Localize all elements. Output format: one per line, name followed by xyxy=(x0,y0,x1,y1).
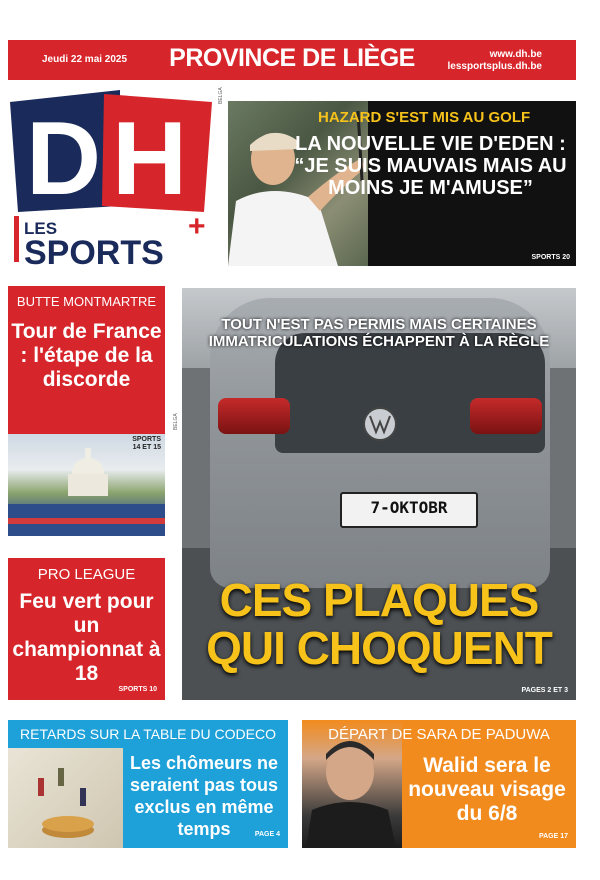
photo-credit: BELGA xyxy=(173,413,179,430)
hazard-headline: LA NOUVELLE VIE D'EDEN : “JE SUIS MAUVAIS MAIS AU MOINS JE M'AMUSE” xyxy=(294,133,567,199)
logo-plus: + xyxy=(188,210,206,243)
sports-website-link[interactable]: lessportsplus.dh.be xyxy=(447,61,542,72)
pro-league-teaser[interactable] xyxy=(8,558,165,700)
montmartre-headline: Tour de France : l'étape de la discorde xyxy=(11,320,162,391)
hazard-kicker: HAZARD S'EST MIS AU GOLF xyxy=(318,109,531,126)
website-link[interactable]: www.dh.be xyxy=(489,49,542,60)
issue-date: Jeudi 22 mai 2025 xyxy=(42,54,128,65)
page-reference: SPORTS 10 xyxy=(118,686,157,693)
page-reference: PAGE 4 xyxy=(254,831,280,838)
tail-light-right xyxy=(470,398,542,434)
main-headline xyxy=(182,576,576,672)
pro-league-kicker: PRO LEAGUE xyxy=(37,566,136,583)
photo-credit: BELGA xyxy=(218,87,224,104)
page-reference: PAGES 2 ET 3 xyxy=(521,687,568,694)
pro-league-headline: Feu vert pour un championnat à 18 xyxy=(12,590,161,685)
page-reference: PAGE 17 xyxy=(538,833,568,840)
top-banner xyxy=(8,40,576,80)
license-plate-text: 7-OKTOBR xyxy=(370,498,448,517)
logo-sports: SPORTS xyxy=(24,234,164,268)
montmartre-teaser[interactable] xyxy=(8,286,165,536)
logo-letter-d: D xyxy=(26,101,102,217)
main-headline-line2: QUI CHOQUENT xyxy=(206,622,552,674)
dh-les-sports-logo xyxy=(8,88,218,268)
walid-headline: Walid sera le nouveau visage du 6/8 xyxy=(408,754,566,825)
license-plate xyxy=(340,492,478,528)
main-headline-line1: CES PLAQUES xyxy=(219,574,539,626)
codeco-headline: Les chômeurs ne seraient pas tous exclus en même temps xyxy=(129,753,279,839)
codeco-teaser[interactable] xyxy=(8,720,288,848)
walid-kicker: DÉPART DE SARA DE PADUWA xyxy=(328,726,550,743)
region-title: PROVINCE DE LIÈGE xyxy=(169,44,415,72)
main-subtitle: TOUT N'EST PAS PERMIS MAIS CERTAINES IMMATRICULATIONS ÉCHAPPENT À LA RÈGLE xyxy=(208,316,550,350)
montmartre-kicker: BUTTE MONTMARTRE xyxy=(16,294,157,309)
walid-teaser[interactable] xyxy=(302,720,576,848)
logo-les: LES xyxy=(24,219,58,238)
hazard-teaser[interactable] xyxy=(228,101,576,266)
figurines-on-coins-photo xyxy=(8,748,123,848)
codeco-kicker: RETARDS SUR LA TABLE DU CODECO xyxy=(20,726,276,742)
tail-light-left xyxy=(218,398,290,434)
main-story[interactable] xyxy=(182,288,576,700)
logo-letter-h: H xyxy=(112,101,188,217)
page-reference: SPORTS 20 xyxy=(531,254,570,261)
rear-window xyxy=(275,333,545,453)
page-reference: SPORTS 14 ET 15 xyxy=(132,436,161,451)
vw-logo-icon xyxy=(362,406,398,442)
